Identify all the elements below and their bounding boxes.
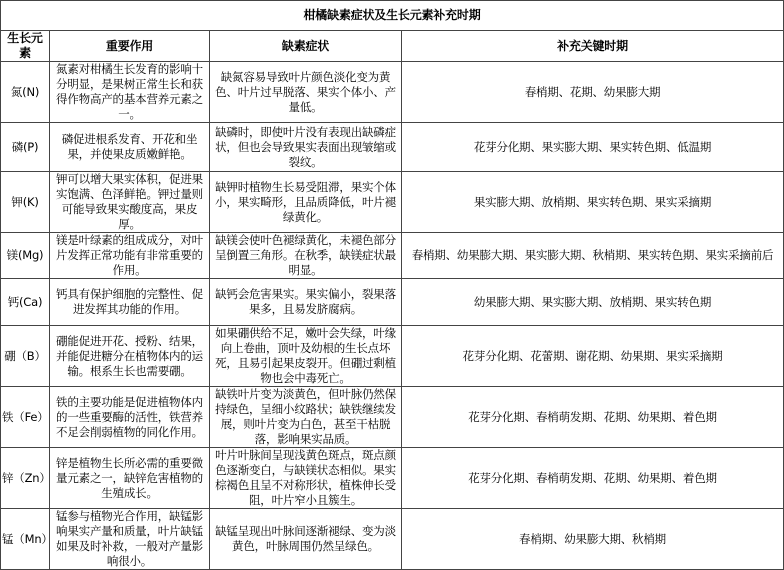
table-row bbox=[1, 326, 784, 387]
period-cell: 花芽分化期、春梢萌发期、花期、幼果期、着色期 bbox=[402, 387, 784, 448]
element-cell: 磷(P) bbox=[1, 123, 50, 172]
period-cell: 花芽分化期、花蕾期、谢花期、幼果期、果实采摘期 bbox=[402, 326, 784, 387]
element-cell: 锌（Zn） bbox=[1, 448, 50, 509]
table-row bbox=[1, 62, 784, 123]
symptom-cell: 缺镁会使叶色褪绿黄化，未褪色部分呈倒置三角形。在秋季，缺镁症状最明显。 bbox=[210, 233, 402, 279]
table-title-row bbox=[1, 1, 784, 31]
table-row bbox=[1, 172, 784, 233]
period-cell: 春梢期、幼果膨大期、果实膨大期、秋梢期、果实转色期、果实采摘前后 bbox=[402, 233, 784, 279]
element-cell: 镁(Mg) bbox=[1, 233, 50, 279]
table-row bbox=[1, 123, 784, 172]
role-cell: 钾可以增大果实体积，促进果实饱满、色泽鲜艳。钾过量则可能导致果实酸度高，果皮厚。 bbox=[50, 172, 210, 233]
symptom-cell: 缺磷时，即使叶片没有表现出缺磷症状，但也会导致果实表面出现皱缩或裂纹。 bbox=[210, 123, 402, 172]
role-cell: 硼能促进开花、授粉、结果，并能促进糖分在植物体内的运输。根系生长也需要硼。 bbox=[50, 326, 210, 387]
symptom-cell: 缺铁叶片变为淡黄色，但叶脉仍然保持绿色，呈细小纹路状；缺铁继续发展，则叶片变为白色，甚至干枯脱落，影响果实品质。 bbox=[210, 387, 402, 448]
element-cell: 氮(N) bbox=[1, 62, 50, 123]
table-row bbox=[1, 233, 784, 279]
element-cell: 钙(Ca) bbox=[1, 279, 50, 326]
symptom-cell: 缺锰呈现出叶脉间逐渐褪绿、变为淡黄色，叶脉周围仍然呈绿色。 bbox=[210, 509, 402, 570]
header-symptom: 缺素症状 bbox=[210, 31, 402, 62]
symptom-cell: 缺钙会危害果实。果实偏小，裂果落果多，且易发脐腐病。 bbox=[210, 279, 402, 326]
table-row bbox=[1, 387, 784, 448]
period-cell: 春梢期、幼果膨大期、秋梢期 bbox=[402, 509, 784, 570]
period-cell: 花芽分化期、果实膨大期、果实转色期、低温期 bbox=[402, 123, 784, 172]
role-cell: 钙具有保护细胞的完整性、促进发挥其功能的作用。 bbox=[50, 279, 210, 326]
period-cell: 幼果膨大期、果实膨大期、放梢期、果实转色期 bbox=[402, 279, 784, 326]
period-cell: 花芽分化期、春梢萌发期、花期、幼果期、着色期 bbox=[402, 448, 784, 509]
symptom-cell: 缺钾时植物生长易受阻滞，果实个体小，果实畸形，且品质降低，叶片褪绿黄化。 bbox=[210, 172, 402, 233]
role-cell: 磷促进根系发育、开花和坐果，并使果皮质嫩鲜艳。 bbox=[50, 123, 210, 172]
role-cell: 铁的主要功能是促进植物体内的一些重要酶的活性，铁营养不足会削弱植物的同化作用。 bbox=[50, 387, 210, 448]
role-cell: 氮素对柑橘生长发育的影响十分明显，是果树正常生长和获得作物高产的基本营养元素之一。 bbox=[50, 62, 210, 123]
period-cell: 果实膨大期、放梢期、果实转色期、果实采摘期 bbox=[402, 172, 784, 233]
header-role: 重要作用 bbox=[50, 31, 210, 62]
symptom-cell: 如果硼供给不足，嫩叶会失绿，叶缘向上卷曲，顶叶及幼根的生长点坏死，且易引起果皮裂开。但硼过剩植物也会中毒死亡。 bbox=[210, 326, 402, 387]
role-cell: 镁是叶绿素的组成成分，对叶片发挥正常功能有非常重要的作用。 bbox=[50, 233, 210, 279]
element-cell: 钾(K) bbox=[1, 172, 50, 233]
header-element: 生长元素 bbox=[1, 31, 50, 62]
table-title: 柑橘缺素症状及生长元素补充时期 bbox=[1, 1, 784, 31]
element-cell: 铁（Fe） bbox=[1, 387, 50, 448]
role-cell: 锰参与植物光合作用，缺锰影响果实产量和质量，叶片缺锰如果及时补救，一般对产量影响很小。 bbox=[50, 509, 210, 570]
table-header-row bbox=[1, 31, 784, 62]
period-cell: 春梢期、花期、幼果膨大期 bbox=[402, 62, 784, 123]
table-row bbox=[1, 509, 784, 570]
role-cell: 锌是植物生长所必需的重要微量元素之一，缺锌危害植物的生殖成长。 bbox=[50, 448, 210, 509]
symptom-cell: 叶片叶脉间呈现浅黄色斑点，斑点颜色逐渐变白，与缺镁状态相似。果实棕褐色且呈不对称形状，植株伸长受阻，叶片窄小且簇生。 bbox=[210, 448, 402, 509]
symptom-cell: 缺氮容易导致叶片颜色淡化变为黄色、叶片过早脱落、果实个体小、产量低。 bbox=[210, 62, 402, 123]
header-period: 补充关键时期 bbox=[402, 31, 784, 62]
element-cell: 硼（B） bbox=[1, 326, 50, 387]
element-cell: 锰（Mn） bbox=[1, 509, 50, 570]
table-row bbox=[1, 279, 784, 326]
table-row bbox=[1, 448, 784, 509]
